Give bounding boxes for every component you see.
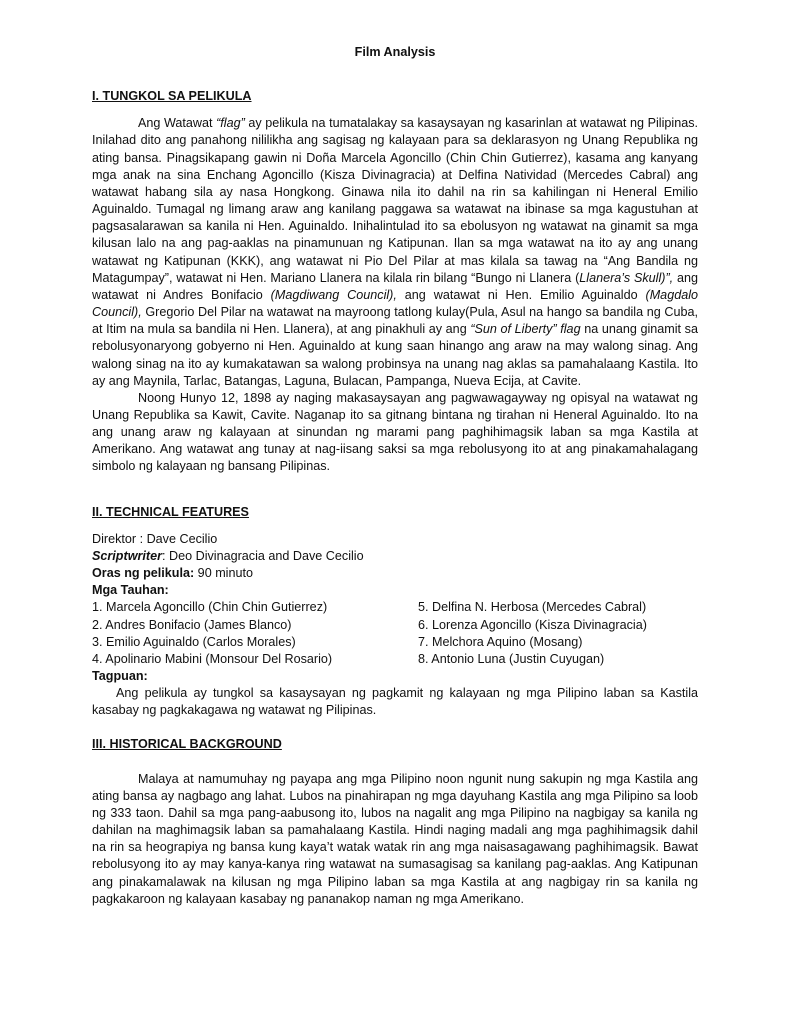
section-1-paragraph-1: Ang Watawat “flag” ay pelikula na tumatalakay sa kasaysayan ng kasarinlan at watawat ng Pilipinas. Inilahad dito ang panahong nililikha ang sagisag ng kalayaan para sa deklarasyon ng Unang Republika ng ating bansa. Pinagsikapang gawin ni Doña Marcela Agoncillo (Chin Chin Gutierrez), kasama ang kanyang mga anak na sina Enchang Agoncillo (Kisza Divinagracia) at Delfina Natividad (Mercedes Cabral) ang watawat habang sila ay nasa Hongkong. Ginawa nila ito dahil na rin sa kahilingan ni Heneral Emilio Aguinaldo. Tumagal ng limang araw ang kanilang paggawa sa watawat na ibinase sa mga kagustuhan at pagsasalarawan sa kanila ni Hen. Aguinaldo. Inihalintulad ito sa ebolusyon ng watawat na ginamit sa mga kilusan lalo na ang pag-aaklas na pinamunuan ng Katipunan. Ilan sa mga watawat na ito ay ang unang watawat ng Katipunan (KKK), ang watawat ni Pio Del Pilar at mas kilala sa tawag na “Ang Bandila ng Matagumpay”, watawat ni Hen. Mariano Llanera na kilala rin bilang “Bungo ni Llanera (Llanera’s Skull)”, ang watawat ni Andres Bonifacio (Magdiwang Council), ang watawat ni Hen. Emilio Aguinaldo (Magdalo Council), Gregorio Del Pilar na watawat na mayroong tatlong kulay(Pula, Asul na hango sa bandila ng Cuba, at Itim na mula sa bandila ni Hen. Llanera), at ang pinakhuli ay ang “Sun of Liberty” flag na unang ginamit sa rebolusyonaryong gobyerno ni Hen. Aguinaldo at kung saan hinango ang araw na may walong sinag. Ang walong sinag na ito ay kumakatawan sa walong probinsya na unang nag aklas sa pamahalaang Kastila. Ito ay ang Maynila, Tarlac, Batangas, Laguna, Bulacan, Pampanga, Nueva Ecija, at Cavite. <box>92 116 699 388</box>
cast-item: 5. Delfina N. Herbosa (Mercedes Cabral) <box>418 600 647 615</box>
section-3-heading: III. HISTORICAL BACKGROUND <box>92 737 282 752</box>
cast-item: 1. Marcela Agoncillo (Chin Chin Gutierrez) <box>92 600 328 615</box>
cast-item: 8. Antonio Luna (Justin Cuyugan) <box>418 651 605 666</box>
cast-item: 7. Melchora Aquino (Mosang) <box>418 634 583 649</box>
cast-item: 4. Apolinario Mabini (Monsour Del Rosario) <box>92 651 333 666</box>
section-2-heading: II. TECHNICAL FEATURES <box>92 504 249 519</box>
director-line: Direktor : Dave Cecilio <box>92 531 218 546</box>
scriptwriter-value: : Deo Divinagracia and Dave Cecilio <box>162 548 364 563</box>
setting-label: Tagpuan: <box>92 669 148 683</box>
runtime-line <box>92 565 698 582</box>
runtime-value: 90 minuto <box>194 566 253 581</box>
cast-item: 6. Lorenza Agoncillo (Kisza Divinagracia) <box>418 617 647 632</box>
document-page <box>92 44 698 908</box>
section-1-paragraph-2: Noong Hunyo 12, 1898 ay naging makasaysayan ang pagwawagayway ng opisyal na watawat ng Unang Republika sa Kawit, Cavite. Naganap ito sa gitnang bintana ng tirahan ni Heneral Aguinaldo. Ito na ang unang araw ng kalayaan at sinundan ng marami pang paghihimagsik laban sa mga Kastila at Amerikano. Ang watawat ang tunay at nag-iisang saksi sa mga rebolusyong ito at ang pinakamahalagang simbolo ng kalayaan ng bansang Pilipinas. <box>92 390 698 474</box>
cast-label: Mga Tauhan: <box>92 583 169 598</box>
section-3-paragraph: Malaya at namumuhay ng payapa ang mga Pilipino noon ngunit nung sakupin ng mga Kastila ang ating bansa ay nagbago ang lahat. Lubos na pinahirapan ng mga dayuhang Kastila ang mga Pilipino sa loob ng 333 taon. Dahil sa mga pang-aabusong ito, lubos na nagalit ang mga Pilipino na nagbigay sa kanila ng dahilan na maghimagsik laban sa pamahalaang Kastila. Hindi naging madali ang mga paghihimagsik dahil na rin sa heograpiya ng bansa kung kaya’t watak watak rin ang mga naisasagawang paghihimagsik. Bawat rebolusyong ito ay may kanya-kanya ring watawat na sumasagisag sa kanilang pag-aaklas. Ang Katipunan ang pinakamalawak na kilusan ng mga Pilipino laban sa mga Kastila at ang nagbigay rin sa kanila ng pagkakaroon ng kalayaan kasabay ng pananakop naman ng mga Amerikano. <box>92 771 698 906</box>
cast-item: 2. Andres Bonifacio (James Blanco) <box>92 617 292 632</box>
cast-item: 3. Emilio Aguinaldo (Carlos Morales) <box>92 634 296 649</box>
document-title: Film Analysis <box>354 45 436 59</box>
scriptwriter-line <box>92 548 698 565</box>
scriptwriter-label: Scriptwriter <box>92 548 162 563</box>
setting-paragraph: Ang pelikula ay tungkol sa kasaysayan ng pagkamit ng kalayaan ng mga Pilipino laban sa Kastila kasabay ng pagkakagawa ng watawat ng Pilipinas. <box>92 686 698 718</box>
section-1-heading: I. TUNGKOL SA PELIKULA <box>92 89 252 104</box>
runtime-label: Oras ng pelikula: <box>92 566 195 581</box>
cast-list <box>92 599 698 668</box>
